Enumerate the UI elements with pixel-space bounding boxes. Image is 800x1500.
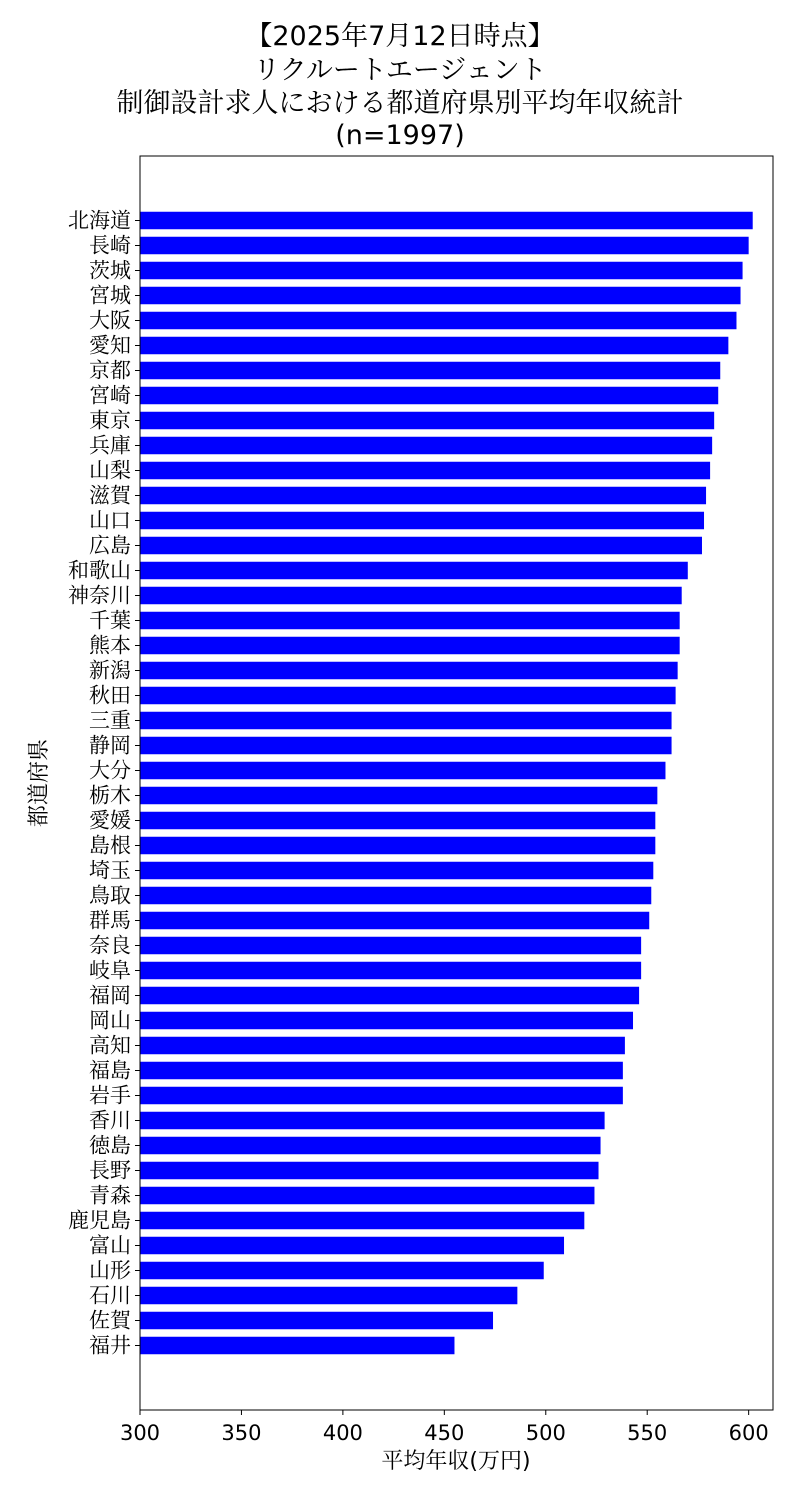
y-axis-title: 都道府県 <box>27 738 52 828</box>
bar-香川 <box>140 1112 605 1130</box>
y-tick-label: 香川 <box>89 1108 131 1133</box>
bar-山梨 <box>140 462 710 480</box>
chart-title-line-3: 制御設計求人における都道府県別平均年収統計 <box>116 88 684 119</box>
x-tick-label: 600 <box>728 1421 769 1445</box>
y-tick-label: 兵庫 <box>89 433 131 458</box>
y-tick-label: 東京 <box>89 408 131 433</box>
bar-静岡 <box>140 737 672 755</box>
y-tick-label: 神奈川 <box>68 583 131 608</box>
y-tick-label: 千葉 <box>89 608 131 633</box>
bar-大阪 <box>140 312 736 330</box>
y-tick-label: 岩手 <box>89 1083 131 1108</box>
bar-愛知 <box>140 337 728 355</box>
bar-群馬 <box>140 912 649 930</box>
bar-広島 <box>140 537 702 555</box>
bar-青森 <box>140 1187 594 1205</box>
y-tick-label: 長崎 <box>89 233 131 258</box>
y-tick-label: 鹿児島 <box>68 1208 131 1233</box>
y-tick-label: 富山 <box>89 1233 131 1258</box>
y-tick-label: 長野 <box>89 1158 131 1183</box>
bar-滋賀 <box>140 487 706 505</box>
y-tick-label: 青森 <box>89 1183 131 1208</box>
y-tick-label: 静岡 <box>89 733 131 758</box>
y-tick-label: 奈良 <box>89 933 131 958</box>
bar-奈良 <box>140 937 641 955</box>
bar-東京 <box>140 412 714 430</box>
x-tick-label: 300 <box>119 1421 161 1445</box>
bar-宮崎 <box>140 387 718 405</box>
x-ticks <box>120 1410 769 1445</box>
bar-長野 <box>140 1162 599 1180</box>
y-tick-label: 栃木 <box>89 783 131 808</box>
y-tick-label: 山形 <box>89 1258 131 1283</box>
y-tick-label: 秋田 <box>89 683 131 708</box>
bar-鳥取 <box>140 887 651 905</box>
bar-岡山 <box>140 1012 633 1030</box>
bar-京都 <box>140 362 720 380</box>
y-tick-label: 鳥取 <box>89 883 131 908</box>
bar-大分 <box>140 762 665 780</box>
y-tick-label: 広島 <box>89 533 131 558</box>
bar-石川 <box>140 1287 517 1305</box>
x-tick-label: 450 <box>424 1421 465 1445</box>
bar-和歌山 <box>140 562 688 580</box>
bars-group <box>140 212 753 1355</box>
y-tick-label: 岐阜 <box>89 958 131 983</box>
bar-北海道 <box>140 212 753 230</box>
y-tick-label: 石川 <box>89 1283 131 1308</box>
y-tick-label: 大阪 <box>89 308 131 333</box>
y-tick-label: 宮崎 <box>89 383 131 408</box>
x-tick-label: 350 <box>221 1421 262 1445</box>
y-tick-label: 山口 <box>89 508 131 533</box>
y-tick-label: 岡山 <box>89 1008 131 1033</box>
bar-佐賀 <box>140 1312 493 1330</box>
y-tick-label: 高知 <box>89 1033 131 1058</box>
bar-兵庫 <box>140 437 712 455</box>
x-tick-label: 550 <box>627 1421 668 1445</box>
bar-新潟 <box>140 662 678 680</box>
chart-title-line-1: 【2025年7月12日時点】 <box>245 21 555 52</box>
y-tick-label: 宮城 <box>89 283 131 308</box>
bar-栃木 <box>140 787 657 805</box>
bar-長崎 <box>140 237 749 255</box>
bar-山形 <box>140 1262 544 1280</box>
bar-島根 <box>140 837 655 855</box>
bar-茨城 <box>140 262 743 280</box>
y-tick-label: 北海道 <box>68 208 131 233</box>
y-tick-label: 愛知 <box>89 333 131 358</box>
x-tick-label: 400 <box>322 1421 363 1445</box>
y-tick-label: 三重 <box>89 708 131 733</box>
y-tick-label: 滋賀 <box>89 483 131 508</box>
y-tick-label: 佐賀 <box>89 1308 131 1333</box>
chart-title-line-4: (n=1997) <box>335 120 465 151</box>
chart-title-line-2: リクルートエージェント <box>253 55 547 86</box>
y-tick-label: 和歌山 <box>68 558 131 583</box>
y-tick-label: 福島 <box>89 1058 131 1083</box>
y-tick-label: 埼玉 <box>89 858 131 883</box>
bar-高知 <box>140 1037 625 1055</box>
y-tick-label: 島根 <box>89 833 131 858</box>
bar-神奈川 <box>140 587 682 605</box>
y-tick-label: 愛媛 <box>89 808 131 833</box>
y-tick-label: 茨城 <box>89 258 131 283</box>
bar-三重 <box>140 712 672 730</box>
x-tick-label: 500 <box>525 1421 566 1445</box>
y-tick-label: 福岡 <box>89 983 131 1008</box>
bar-宮城 <box>140 287 741 305</box>
bar-福島 <box>140 1062 623 1080</box>
bar-福岡 <box>140 987 639 1005</box>
bar-福井 <box>140 1337 454 1355</box>
bar-岩手 <box>140 1087 623 1105</box>
y-tick-label: 新潟 <box>89 658 131 683</box>
y-tick-label: 京都 <box>89 358 131 383</box>
x-axis-title: 平均年収(万円) <box>381 1449 531 1474</box>
bar-岐阜 <box>140 962 641 980</box>
bar-徳島 <box>140 1137 601 1155</box>
y-tick-label: 熊本 <box>89 633 131 658</box>
bar-秋田 <box>140 687 676 705</box>
bar-山口 <box>140 512 704 530</box>
bar-鹿児島 <box>140 1212 584 1230</box>
y-tick-label: 徳島 <box>89 1133 131 1158</box>
bar-千葉 <box>140 612 680 630</box>
bar-埼玉 <box>140 862 653 880</box>
y-tick-label: 群馬 <box>89 908 131 933</box>
bar-愛媛 <box>140 812 655 830</box>
bar-熊本 <box>140 637 680 655</box>
y-tick-label: 山梨 <box>89 458 131 483</box>
y-tick-labels <box>68 209 140 1358</box>
y-tick-label: 福井 <box>89 1333 131 1358</box>
y-tick-label: 大分 <box>89 758 131 783</box>
bar-富山 <box>140 1237 564 1255</box>
